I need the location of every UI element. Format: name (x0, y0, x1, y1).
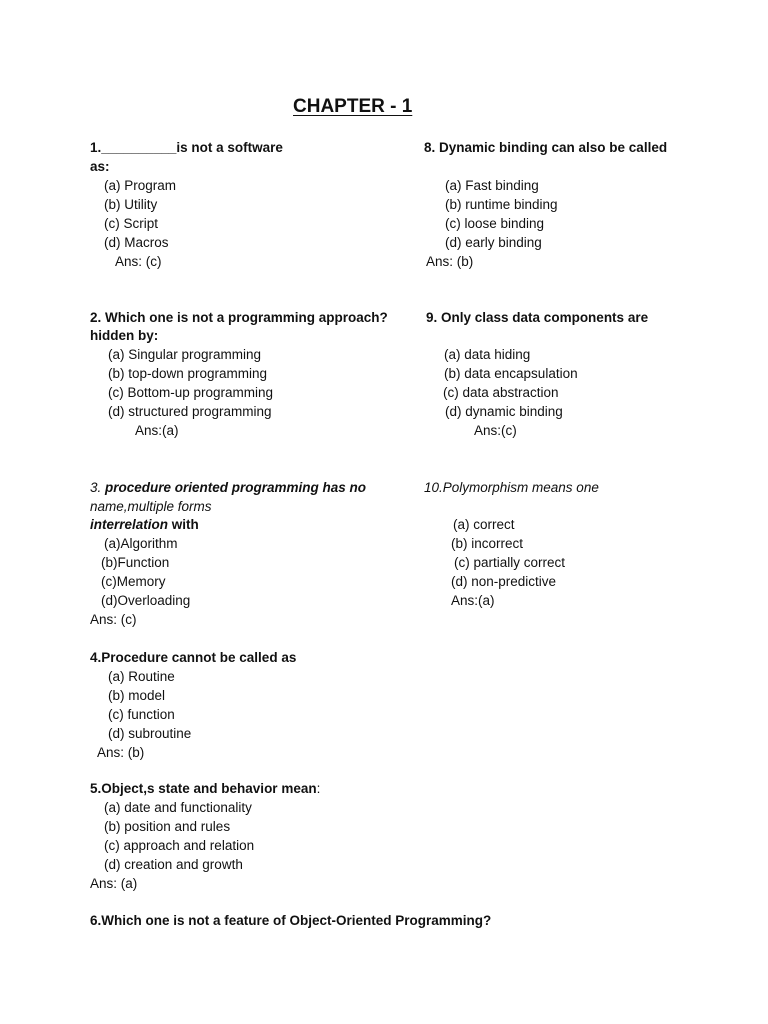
question-8-option-a: (a) Fast binding (445, 178, 539, 193)
question-4-option-a: (a) Routine (108, 669, 175, 684)
question-5-answer: Ans: (a) (90, 876, 138, 891)
question-5-text (90, 779, 320, 798)
question-2-option-c: (c) Bottom-up programming (108, 385, 274, 400)
question-3-option-c: (c)Memory (101, 574, 166, 589)
question-2-option-d: (d) structured programming (108, 404, 272, 419)
question-1-text-cont: as: (90, 159, 110, 174)
question-1-option-b: (b) Utility (104, 197, 158, 212)
question-4-answer: Ans: (b) (97, 745, 145, 760)
question-2-answer: Ans:(a) (135, 423, 179, 438)
question-4-option-c: (c) function (108, 707, 175, 722)
question-10-option-d: (d) non-predictive (451, 574, 557, 589)
question-4-option-b: (b) model (108, 688, 166, 703)
question-3-text (90, 478, 366, 497)
question-9-answer: Ans:(c) (474, 423, 517, 438)
page-title: CHAPTER - 1 (293, 96, 413, 117)
question-10-text: 10.Polymorphism means one (424, 480, 599, 495)
question-3-number: 3. (90, 480, 102, 495)
question-1-option-a: (a) Program (104, 178, 177, 193)
question-8-option-c: (c) loose binding (445, 216, 545, 231)
question-9-option-b: (b) data encapsulation (444, 366, 578, 381)
question-5-option-b: (b) position and rules (104, 819, 231, 834)
question-9-text: 9. Only class data components are (426, 310, 649, 325)
question-10-text-cont: name,multiple forms (90, 499, 212, 514)
question-4-text: 4.Procedure cannot be called as (90, 650, 297, 665)
question-3-option-d: (d)Overloading (101, 593, 191, 608)
question-3-answer: Ans: (c) (90, 612, 137, 627)
question-3-line1: procedure oriented programming has no (101, 480, 367, 495)
question-2-text: 2. Which one is not a programming approach? (90, 310, 388, 325)
question-5-option-d: (d) creation and growth (104, 857, 243, 872)
question-9-option-d: (d) dynamic binding (445, 404, 563, 419)
question-8-option-d: (d) early binding (445, 235, 542, 250)
question-5-colon: : (316, 781, 321, 796)
question-8-text: 8. Dynamic binding can also be called (424, 140, 668, 155)
question-2-option-b: (b) top-down programming (108, 366, 268, 381)
question-4-option-d: (d) subroutine (108, 726, 192, 741)
question-9-option-c: (c) data abstraction (443, 385, 559, 400)
question-3-option-a: (a)Algorithm (104, 536, 178, 551)
question-3-text-cont (90, 515, 199, 534)
question-1-option-d: (d) Macros (104, 235, 169, 250)
question-3-line3-rest: with (168, 517, 199, 532)
question-9-option-a: (a) data hiding (444, 347, 531, 362)
question-9-text-cont: hidden by: (90, 328, 159, 343)
question-1-text: 1.__________is not a software (90, 140, 283, 155)
question-10-option-c: (c) partially correct (454, 555, 566, 570)
question-10-answer: Ans:(a) (451, 593, 495, 608)
question-6-text: 6.Which one is not a feature of Object-Oriented Programming? (90, 913, 492, 928)
question-1-option-c: (c) Script (104, 216, 158, 231)
question-1-answer: Ans: (c) (115, 254, 162, 269)
question-10-option-b: (b) incorrect (451, 536, 524, 551)
question-8-answer: Ans: (b) (426, 254, 474, 269)
question-5-option-c: (c) approach and relation (104, 838, 255, 853)
question-3-option-b: (b)Function (101, 555, 170, 570)
question-3-italic-word: interrelation (90, 517, 169, 532)
question-2-option-a: (a) Singular programming (108, 347, 262, 362)
question-5-option-a: (a) date and functionality (104, 800, 252, 815)
question-5-line1: 5.Object,s state and behavior mean (90, 781, 317, 796)
question-10-option-a: (a) correct (453, 517, 515, 532)
question-8-option-b: (b) runtime binding (445, 197, 558, 212)
